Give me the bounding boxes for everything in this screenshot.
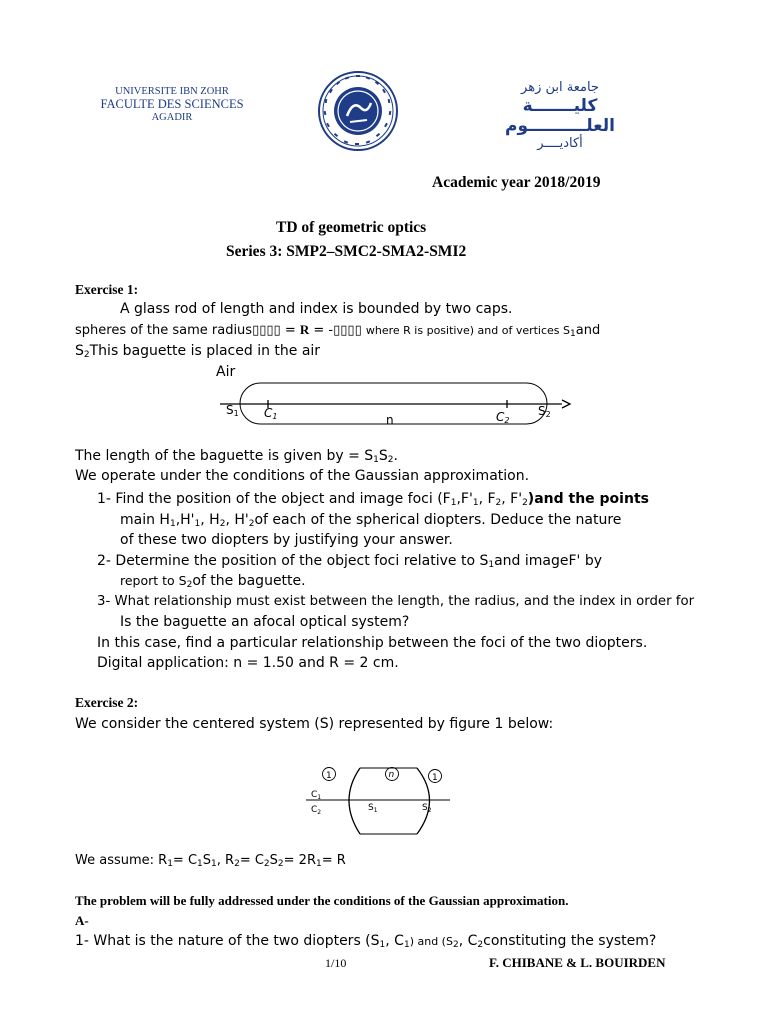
ex2-assume-r1: We assume: R bbox=[75, 853, 168, 868]
exercise-2-heading: Exercise 2: bbox=[75, 695, 139, 710]
ex2-assume-c2: = C bbox=[239, 853, 264, 868]
ex1-length-text: The length of the baguette is given by = S bbox=[75, 448, 374, 464]
arabic-header-block bbox=[480, 80, 640, 152]
ex2-assume-s1: S bbox=[202, 853, 212, 868]
ex1-line-3: $S_2This$ baguette is placed in the air bbox=[75, 343, 321, 360]
ex2-gauss-note: The problem will be fully addressed under the conditions of the Gaussian approximation. bbox=[75, 893, 569, 908]
ex1-question-3-cont: Is the baguette an afocal optical system? bbox=[120, 614, 410, 630]
ex1-radius-symbol: R bbox=[299, 322, 310, 337]
ex1-line-2: spheres of the same radius▯▯▯▯ = R = -▯▯▯▯ where R is positive) and of vertices $S_1and$ bbox=[75, 322, 601, 339]
ex1-question-1: 1- Find the position of the object and image foci ($F_1,F'_1$, $F_2$, $F'_2)and$ the points bbox=[97, 491, 649, 508]
ex1-q1-deduce: of each of the spherical diopters. Deduce the nature bbox=[254, 512, 622, 528]
fig1-medium-n-label: n bbox=[388, 770, 395, 780]
fig1-c1-label: $C_1$ bbox=[311, 790, 322, 801]
academic-year: Academic year 2018/2019 bbox=[432, 174, 601, 191]
ex1-statement: A glass rod of length and index is bounded by two caps. bbox=[120, 301, 513, 317]
arabic-city-name: أكاديــــر bbox=[537, 136, 583, 151]
ex1-digital-application: Digital application: n = 1.50 and R = 2 cm. bbox=[97, 655, 399, 671]
fig-c1-label: C1 bbox=[264, 406, 278, 421]
document-title: TD of geometric optics bbox=[276, 219, 427, 236]
glass-rod-figure bbox=[200, 360, 580, 436]
fig1-s1-label: $S_1$ bbox=[368, 803, 378, 814]
ex2-assume-r: = R bbox=[321, 853, 346, 868]
arabic-faculty-name: كليـــــــة العلــــــــــوم bbox=[505, 96, 615, 136]
ex1-question-1-end: of these two diopters by justifying your answer. bbox=[120, 532, 453, 548]
ex2-intro: We consider the centered system (S) represented by figure 1 below: bbox=[75, 716, 554, 732]
arabic-university-name: جامعة ابن زهر bbox=[521, 80, 599, 95]
ex2-assume-s2: S bbox=[269, 853, 278, 868]
ex2-assume-c1: = C bbox=[172, 853, 198, 868]
ex1-q2-end: of the baguette. bbox=[192, 573, 306, 589]
ex2-q1-text: 1- What is the nature of the two diopters (S bbox=[75, 933, 380, 949]
ex1-length-s2: S bbox=[378, 448, 388, 464]
page-number: 1/10 bbox=[325, 956, 347, 970]
university-name: UNIVERSITE IBN ZOHR bbox=[115, 86, 229, 97]
ex2-q1-and: ) and (S bbox=[409, 935, 453, 948]
ex2-q1-c2: , C bbox=[458, 933, 478, 949]
ex1-s2-symbol: S bbox=[75, 343, 84, 359]
ex1-gauss-line: We operate under the conditions of the Gaussian approximation. bbox=[75, 468, 530, 484]
university-seal-logo bbox=[317, 70, 399, 152]
fig-n-label: n bbox=[386, 413, 394, 427]
ex1-vertices-text: where R is positive) and of vertices S bbox=[365, 324, 571, 337]
ex2-question-1: 1- What is the nature of the two diopters ($S_1$, $C_1$) and ($S_2$, $C_2constituting$ the system? bbox=[75, 933, 657, 950]
centered-system-figure bbox=[300, 762, 460, 842]
fig1-medium-left-label: 1 bbox=[326, 771, 332, 781]
ex1-q2-text: 2- Determine the position of the object foci relative to S bbox=[97, 553, 489, 569]
ex2-q1-end: constituting the system? bbox=[483, 933, 657, 949]
missing-glyph-icon: ▯▯▯▯ bbox=[333, 323, 362, 338]
ex1-line-1 bbox=[120, 299, 513, 319]
missing-glyph-icon: ▯▯▯▯ bbox=[252, 323, 281, 338]
fig-air-label: Air bbox=[216, 364, 236, 380]
ex1-q1-points: )and the points bbox=[527, 491, 649, 507]
ex1-q2-image: and imageF' by bbox=[494, 553, 603, 569]
ex1-q1-text: 1- Find the position of the object and image foci (F bbox=[97, 491, 451, 507]
ex2-assumption: We assume: $R_1= C_1S_1$, $R_2= C_2S_2= 2R_1= R$ bbox=[75, 853, 346, 869]
ex1-question-2-cont: report to $S_2of$ the baguette. bbox=[120, 573, 306, 590]
ex1-q2-report: report to S bbox=[120, 573, 187, 588]
fig1-s2-label: $S_2$ bbox=[422, 803, 432, 814]
ex1-question-3-case: In this case, find a particular relationship between the foci of the two diopters. bbox=[97, 635, 648, 651]
city-name: AGADIR bbox=[151, 112, 193, 123]
ex1-question-3: 3- What relationship must exist between the length, the radius, and the index in order for bbox=[97, 594, 695, 609]
ex1-question-1-cont: main $H_1,H'_1$, $H_2$, $H'_2of$ each of the spherical diopters. Deduce the nature bbox=[120, 512, 622, 529]
authors: F. CHIBANE & L. BOUIRDEN bbox=[489, 955, 666, 970]
ex1-radius-text: spheres of the same radius bbox=[75, 323, 253, 338]
university-name-block bbox=[93, 85, 251, 124]
ex1-length-line: The length of the baguette is given by = $S_1S_2$. bbox=[75, 448, 398, 465]
ex2-assume-r2: , R bbox=[216, 853, 235, 868]
ex1-and: and bbox=[575, 323, 601, 338]
ex2-q1-c1: , C bbox=[385, 933, 404, 949]
fig1-medium-right-label: 1 bbox=[432, 773, 438, 783]
ex2-assume-2r1: = 2R bbox=[283, 853, 316, 868]
fig-s2-label: S2 bbox=[538, 404, 551, 419]
ex1-placement: This baguette is placed in the air bbox=[89, 343, 321, 359]
ex2-part-a: A- bbox=[75, 913, 89, 928]
series-title: Series 3: SMP2–SMC2-SMA2-SMI2 bbox=[226, 243, 467, 260]
ex1-question-2: 2- Determine the position of the object foci relative to $S_1and$ imageF' by bbox=[97, 553, 603, 570]
fig-c2-label: C2 bbox=[496, 410, 510, 425]
fig1-c2-label: $C_2$ bbox=[311, 805, 322, 816]
exercise-1-heading: Exercise 1: bbox=[75, 282, 139, 297]
ex1-q1-main: main H bbox=[120, 512, 170, 528]
faculty-name: FACULTE DES SCIENCES bbox=[100, 97, 244, 111]
fig-s1-label: S1 bbox=[226, 403, 239, 418]
